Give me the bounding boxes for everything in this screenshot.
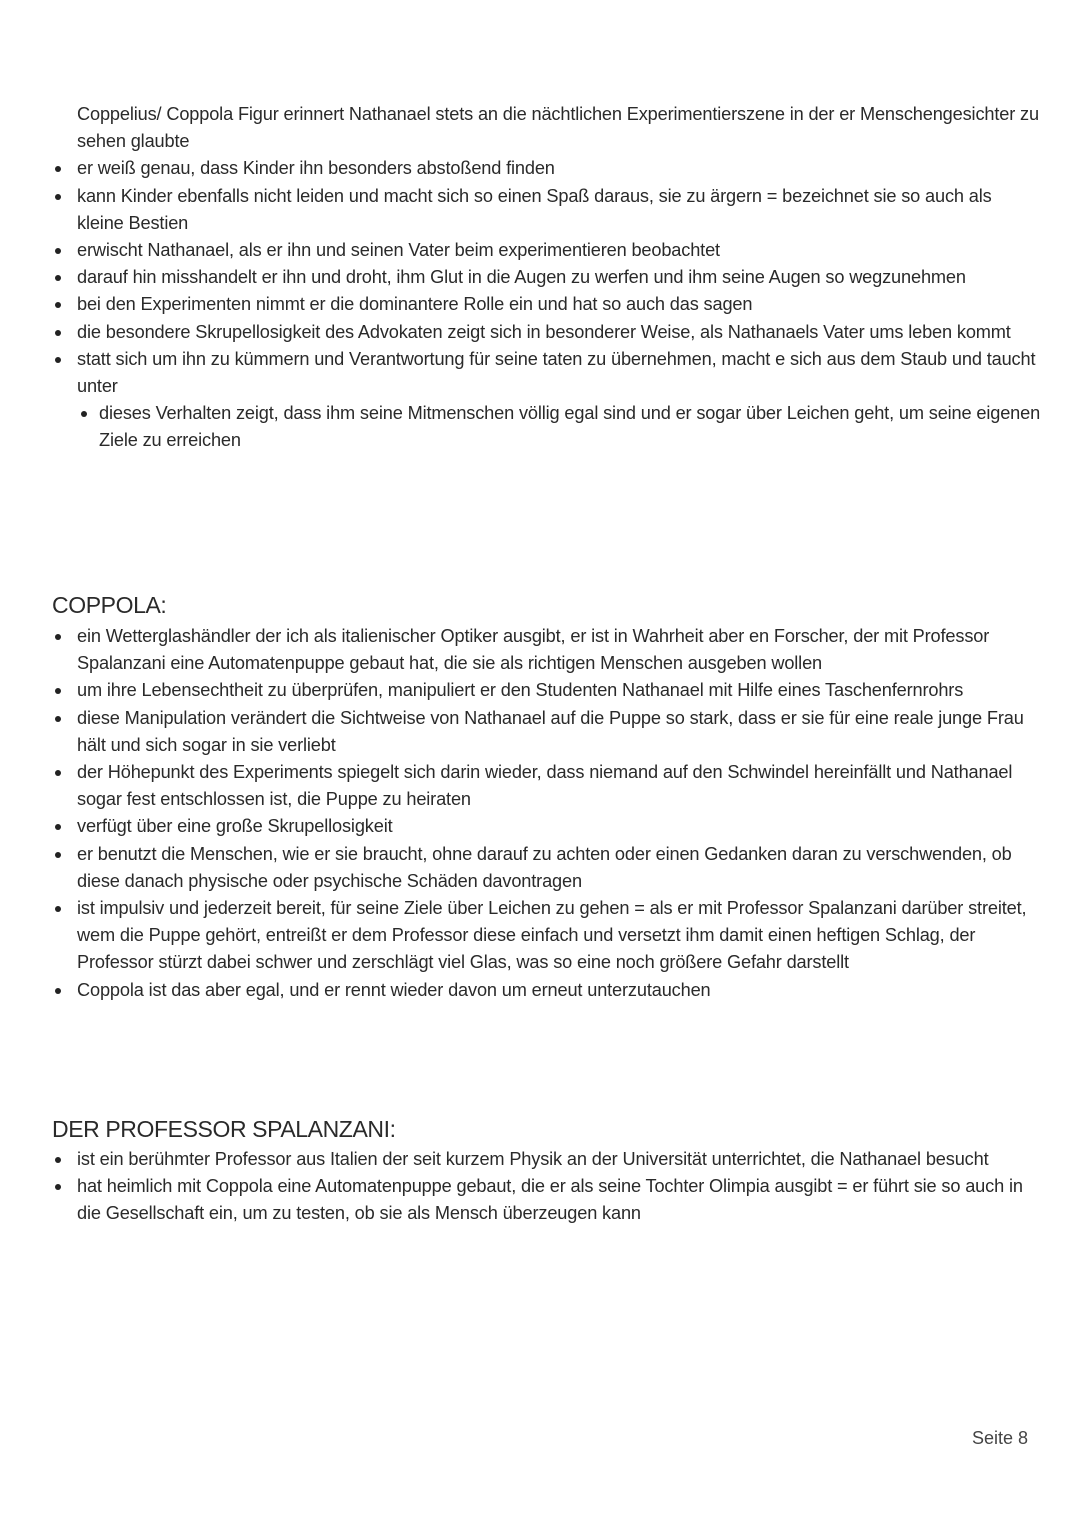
list-item: der Höhepunkt des Experiments spiegelt sich darin wieder, dass niemand auf den Schwindel hereinfällt und Nathanael sogar fest entschlossen ist, die Puppe zu heiraten <box>52 759 1042 813</box>
intro-section <box>52 101 1042 455</box>
coppola-heading: COPPOLA: <box>52 592 167 618</box>
list-item: verfügt über eine große Skrupellosigkeit <box>52 813 1042 840</box>
continuation-text: Coppelius/ Coppola Figur erinnert Nathanael stets an die nächtlichen Experimentierszene in der er Menschengesichter zu sehen glaubte <box>77 104 1039 152</box>
list-item: ist ein berühmter Professor aus Italien der seit kurzem Physik an der Universität unterrichtet, die Nathanael besucht <box>52 1146 1042 1173</box>
intro-sub-bullet-list <box>77 400 1042 454</box>
list-item: um ihre Lebensechtheit zu überprüfen, manipuliert er den Studenten Nathanael mit Hilfe eines Taschenfernrohrs <box>52 677 1042 704</box>
list-item: hat heimlich mit Coppola eine Automatenpuppe gebaut, die er als seine Tochter Olimpia ausgibt = er führt sie so auch in die Gesellschaft ein, um zu testen, ob sie als Mensch überzeugen kann <box>52 1173 1042 1227</box>
list-item: die besondere Skrupellosigkeit des Advokaten zeigt sich in besonderer Weise, als Nathanaels Vater ums leben kommt <box>52 319 1042 346</box>
intro-bullet-list <box>52 155 1042 400</box>
list-item: er weiß genau, dass Kinder ihn besonders abstoßend finden <box>52 155 1042 182</box>
list-item: bei den Experimenten nimmt er die dominantere Rolle ein und hat so auch das sagen <box>52 291 1042 318</box>
list-item: statt sich um ihn zu kümmern und Verantwortung für seine taten zu übernehmen, macht e sich aus dem Staub und taucht unter <box>52 346 1042 400</box>
list-item: diese Manipulation verändert die Sichtweise von Nathanael auf die Puppe so stark, dass er sie für eine reale junge Frau hält und sich sogar in sie verliebt <box>52 705 1042 759</box>
list-item: darauf hin misshandelt er ihn und droht, ihm Glut in die Augen zu werfen und ihm seine Augen so wegzunehmen <box>52 264 1042 291</box>
coppola-section <box>52 623 1042 1004</box>
sub-list-item: dieses Verhalten zeigt, dass ihm seine Mitmenschen völlig egal sind und er sogar über Leichen geht, um seine eigenen Ziele zu erreichen <box>77 400 1042 454</box>
coppola-bullet-list <box>52 623 1042 1004</box>
list-item: kann Kinder ebenfalls nicht leiden und macht sich so einen Spaß daraus, sie zu ärgern = bezeichnet sie so auch als kleine Bestien <box>52 183 1042 237</box>
page-number: Seite 8 <box>971 1428 1028 1448</box>
spalanzani-heading: DER PROFESSOR SPALANZANI: <box>52 1116 396 1142</box>
spalanzani-bullet-list <box>52 1146 1042 1228</box>
list-item: ein Wetterglashändler der ich als italienischer Optiker ausgibt, er ist in Wahrheit aber en Forscher, der mit Professor Spalanzani eine Automatenpuppe gebaut hat, die sie als richtigen Menschen ausgeben wollen <box>52 623 1042 677</box>
list-item: er benutzt die Menschen, wie er sie braucht, ohne darauf zu achten oder einen Gedanken daran zu verschwenden, ob diese danach physische oder psychische Schäden davontragen <box>52 841 1042 895</box>
list-item: ist impulsiv und jederzeit bereit, für seine Ziele über Leichen zu gehen = als er mit Professor Spalanzani darüber streitet, wem die Puppe gehört, entreißt er dem Professor diese einfach und versetzt ihm damit einen heftigen Schlag, der Professor stürzt dabei schwer und zerschlägt viel Glas, was so eine noch größere Gefahr darstellt <box>52 895 1042 977</box>
spalanzani-section <box>52 1146 1042 1228</box>
list-item: erwischt Nathanael, als er ihn und seinen Vater beim experimentieren beobachtet <box>52 237 1042 264</box>
list-item: Coppola ist das aber egal, und er rennt wieder davon um erneut unterzutauchen <box>52 977 1042 1004</box>
